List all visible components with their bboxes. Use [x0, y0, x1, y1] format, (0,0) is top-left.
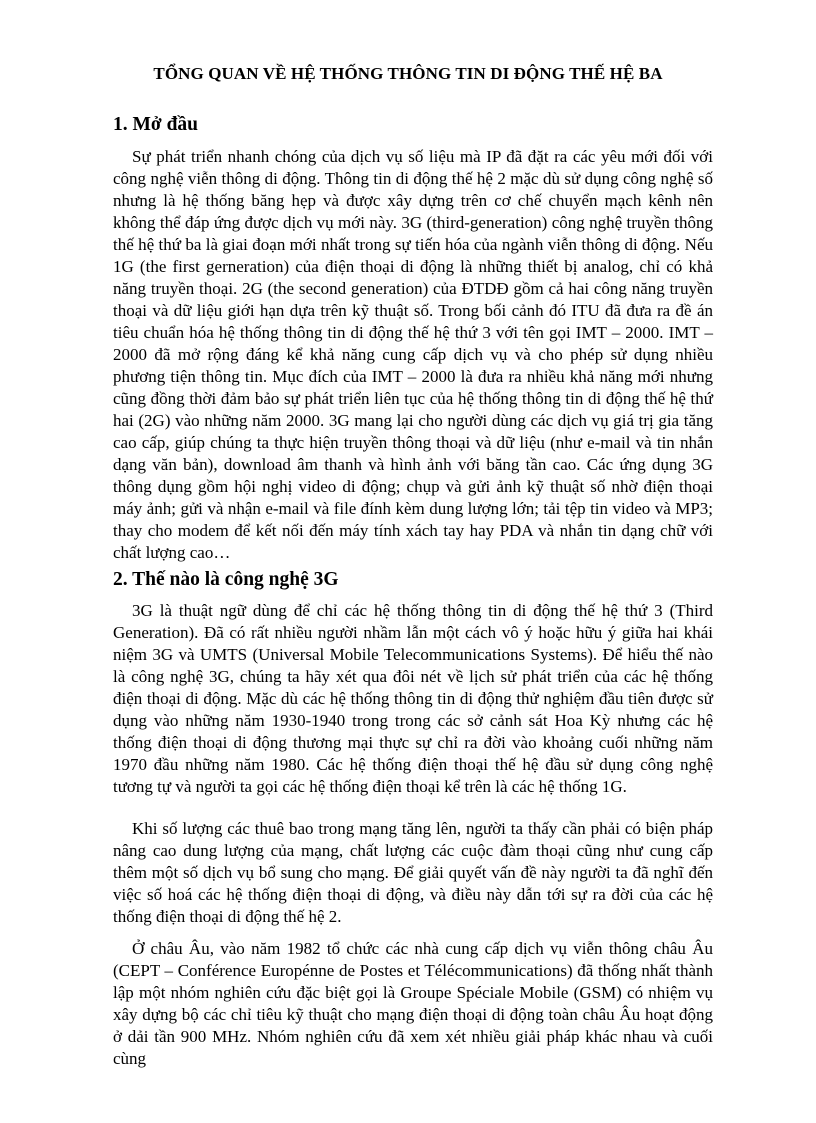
document-title: TỔNG QUAN VỀ HỆ THỐNG THÔNG TIN DI ĐỘNG THẾ HỆ BA — [153, 64, 663, 83]
paragraph: 3G là thuật ngữ dùng để chỉ các hệ thống thông tin di động thế hệ thứ 3 (Third Generation). Đã có rất nhiều người nhầm lẫn một cách vô ý hoặc hữu ý giữa hai khái niệm 3G và UMTS (Universal Mobile Telecommunications Systems). Để hiểu thế nào là công nghệ 3G, chúng ta hãy xét qua đôi nét về lịch sử phát triển của các hệ thống điện thoại di động. Mặc dù các hệ thống thông tin di động thử nghiệm đầu tiên được sử dụng vào những năm 1930-1940 trong trong các sở cảnh sát Hoa Kỳ nhưng các hệ thống điện thoại di động thương mại thực sự chỉ ra đời vào khoảng cuối những năm 1970 đầu những năm 1980. Các hệ thống điện thoại thế hệ đầu sử dụng công nghệ tương tự và người ta gọi các hệ thống điện thoại kể trên là các hệ thống 1G. — [113, 601, 713, 796]
paragraph: Ở châu Âu, vào năm 1982 tổ chức các nhà cung cấp dịch vụ viễn thông châu Âu (CEPT – Conférence Europénne de Postes et Télécommunications) đã thống nhất thành lập một nhóm nghiên cứu đặc biệt gọi là Groupe Spéciale Mobile (GSM) có nhiệm vụ xây dựng bộ các chỉ tiêu kỹ thuật cho mạng điện thoại di động toàn châu Âu hoạt động ở dải tần 900 MHz. Nhóm nghiên cứu đã xem xét nhiều giải pháp khác nhau và cuối cùng — [113, 939, 713, 1068]
section-heading-what-is-3g: 2. Thế nào là công nghệ 3G — [113, 569, 339, 590]
paragraph: Khi số lượng các thuê bao trong mạng tăng lên, người ta thấy cần phải có biện pháp nâng cao dung lượng của mạng, chất lượng các cuộc đàm thoại cũng như cung cấp thêm một số dịch vụ bổ sung cho mạng. Để giải quyết vấn đề này người ta đã nghĩ đến việc số hoá các hệ thống điện thoại di động, và điều này dẫn tới sự ra đời của các hệ thống điện thoại di động thế hệ 2. — [113, 819, 713, 926]
section-heading-introduction: 1. Mở đầu — [113, 114, 199, 135]
paragraph: Sự phát triển nhanh chóng của dịch vụ số liệu mà IP đã đặt ra các yêu mới đối với công nghệ viễn thông di động. Thông tin di động thế hệ 2 mặc dù sử dụng công nghệ số nhưng là hệ thống băng hẹp và được xây dựng trên cơ chế chuyển mạch kênh nên không thể đáp ứng được dịch vụ mới này. 3G (third-generation) công nghệ truyền thông thế hệ thứ ba là giai đoạn mới nhất trong sự tiến hóa của ngành viễn thông di động. Nếu 1G (the first gerneration) của điện thoại di động là những thiết bị analog, chỉ có khả năng truyền thoại. 2G (the second generation) của ĐTDĐ gồm cả hai công năng truyền thoại và dữ liệu giới hạn dựa trên kỹ thuật số. Trong bối cảnh đó ITU đã đưa ra đề án tiêu chuẩn hóa hệ thống thông tin di động thế hệ thứ 3 với tên gọi IMT – 2000. IMT – 2000 đã mở rộng đáng kể khả năng cung cấp dịch vụ và cho phép sử dụng nhiều phương tiện thông tin. Mục đích của IMT – 2000 là đưa ra nhiều khả năng mới nhưng cũng đồng thời đảm bảo sự phát triển liên tục của hệ thống thông tin di động thế hệ thứ hai (2G) vào những năm 2000. 3G mang lại cho người dùng các dịch vụ giá trị gia tăng cao cấp, giúp chúng ta thực hiện truyền thông thoại và dữ liệu (như e-mail và tin nhắn dạng văn bản), download âm thanh và hình ảnh với băng tần cao. Các ứng dụng 3G thông dụng gồm hội nghị video di động; chụp và gửi ảnh kỹ thuật số nhờ điện thoại máy ảnh; gửi và nhận e-mail và file đính kèm dung lượng lớn; tải tệp tin video và MP3; thay cho modem để kết nối đến máy tính xách tay hay PDA và nhắn tin dạng chữ với chất lượng cao… — [113, 147, 713, 562]
